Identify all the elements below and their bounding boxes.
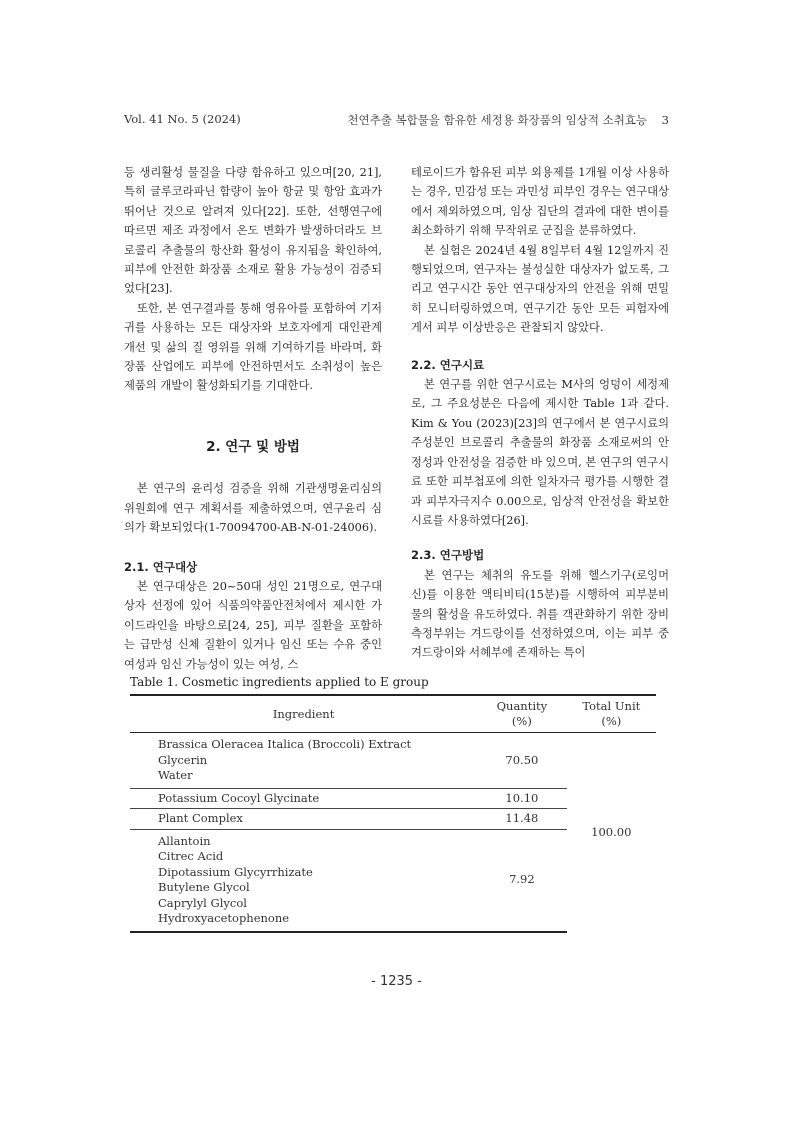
subsection-heading: 2.1. 연구대상 (124, 559, 198, 574)
table-caption: Table 1. Cosmetic ingredients applied to E group (130, 675, 429, 689)
left-column (124, 163, 382, 674)
running-title: 천연추출 복합물을 함유한 세정용 화장품의 임상적 소취효능 (347, 113, 648, 127)
quantity-cell: 10.10 (477, 788, 566, 809)
paragraph: 본 연구는 체취의 유도를 위해 헬스기구(로잉머신)를 이용한 액티비티(15분)를 시행하여 피부분비물의 활성을 유도하였다. 취를 객관화하기 위한 장비 측정부위는 겨드랑이를 선정하였으며, 이는 피부 중 겨드랑이와 서혜부에 존재하는 특이 (411, 568, 669, 660)
section-heading: 2. 연구 및 방법 (206, 438, 300, 455)
quantity-cell: 70.50 (477, 733, 566, 789)
ingredient-cell: Plant Complex (130, 809, 477, 830)
paragraph: 등 생리활성 물질을 다량 함유하고 있으며[20, 21], 특히 글루코라파닌 함량이 높아 항균 및 항암 효과가 뛰어난 것으로 알려져 있다[22]. 또한, 선행연구에 따르면 제조 과정에서 온도 변화가 발생하더라도 브로콜리 추출물의 항산화 활성이 유지됨을 확인하여, 피부에 안전한 화장품 소재로 활용 가능성이 검증되었다[23]. (124, 166, 382, 296)
ingredients-table (130, 694, 656, 933)
subsection-heading: 2.3. 연구방법 (411, 548, 485, 563)
paragraph: 본 실험은 2024년 4월 8일부터 4월 12일까지 진행되었으며, 연구자는 불성실한 대상자가 없도록, 그리고 연구시간 동안 연구대상자의 안전을 위해 면밀히 모니터링하였으며, 연구기간 동안 모든 피험자에게서 피부 이상반응은 관찰되지 않았다. (411, 243, 669, 335)
header-page-number: 3 (661, 113, 669, 127)
paragraph: 또한, 본 연구결과를 통해 영유아를 포함하여 기저귀를 사용하는 모든 대상자와 보호자에게 대인관계 개선 및 삶의 질 영위를 위해 기여하기를 바라며, 화장품 산업에도 피부에 안전하면서도 소취성이 높은 제품의 개발이 활성화되기를 기대한다. (124, 301, 382, 393)
quantity-cell: 11.48 (477, 809, 566, 830)
journal-volume: Vol. 41 No. 5 (2024) (124, 112, 241, 126)
quantity-cell: 7.92 (477, 829, 566, 932)
total-cell: 100.00 (591, 824, 632, 839)
ingredient-cell: Allantoin Citrec Acid Dipotassium Glycyrrhizate Butylene Glycol Caprylyl Glycol Hydroxyacetophenone (130, 829, 477, 932)
running-header (347, 112, 669, 128)
header-ingredient: Ingredient (272, 706, 335, 721)
subsection-heading: 2.2. 연구시료 (411, 357, 485, 372)
table-row (130, 733, 656, 789)
header-total: Total Unit (%) (582, 699, 641, 728)
page-number: - 1235 - (371, 974, 422, 989)
table-header-row (130, 695, 656, 733)
right-column (411, 163, 669, 663)
paragraph: 본 연구를 위한 연구시료는 M사의 엉덩이 세정제로, 그 주요성분은 다음에 제시한 Table 1과 같다. Kim & You (2023)[23]의 연구에서 본 연구시료의 주성분인 브로콜리 추출물의 화장품 소재로써의 안정성과 안전성을 검증한 바 있으며, 본 연구의 연구시료 또한 피부첩포에 의한 일차자극 평가를 시행한 결과 피부자극지수 0.00으로, 임상적 안전성을 확보한 시료를 사용하였다[26]. (411, 378, 669, 527)
header-quantity: Quantity (%) (496, 699, 548, 728)
paragraph: 본 연구의 윤리성 검증을 위해 기관생명윤리심의위원회에 연구 계획서를 제출하였으며, 연구윤리 심의가 확보되었다(1-70094700-AB-N-01-24006). (124, 482, 382, 535)
ingredient-cell: Brassica Oleracea Italica (Broccoli) Extract Glycerin Water (130, 733, 477, 789)
paragraph: 테로이드가 함유된 피부 외용제를 1개월 이상 사용하는 경우, 민감성 또는 과민성 피부인 경우는 연구대상에서 제외하였으며, 임상 집단의 결과에 대한 변이를 최소화하기 위해 무작위로 군집을 분류하였다. (411, 166, 669, 238)
ingredient-cell: Potassium Cocoyl Glycinate (130, 788, 477, 809)
paragraph: 본 연구대상은 20~50대 성인 21명으로, 연구대상자 선정에 있어 식품의약품안전처에서 제시한 가이드라인을 바탕으로[24, 25], 피부 질환을 포함하는 급만성 신체 질환이 있거나 임신 또는 수유 중인 여성과 임신 가능성이 있는 여성, 스 (124, 579, 382, 671)
